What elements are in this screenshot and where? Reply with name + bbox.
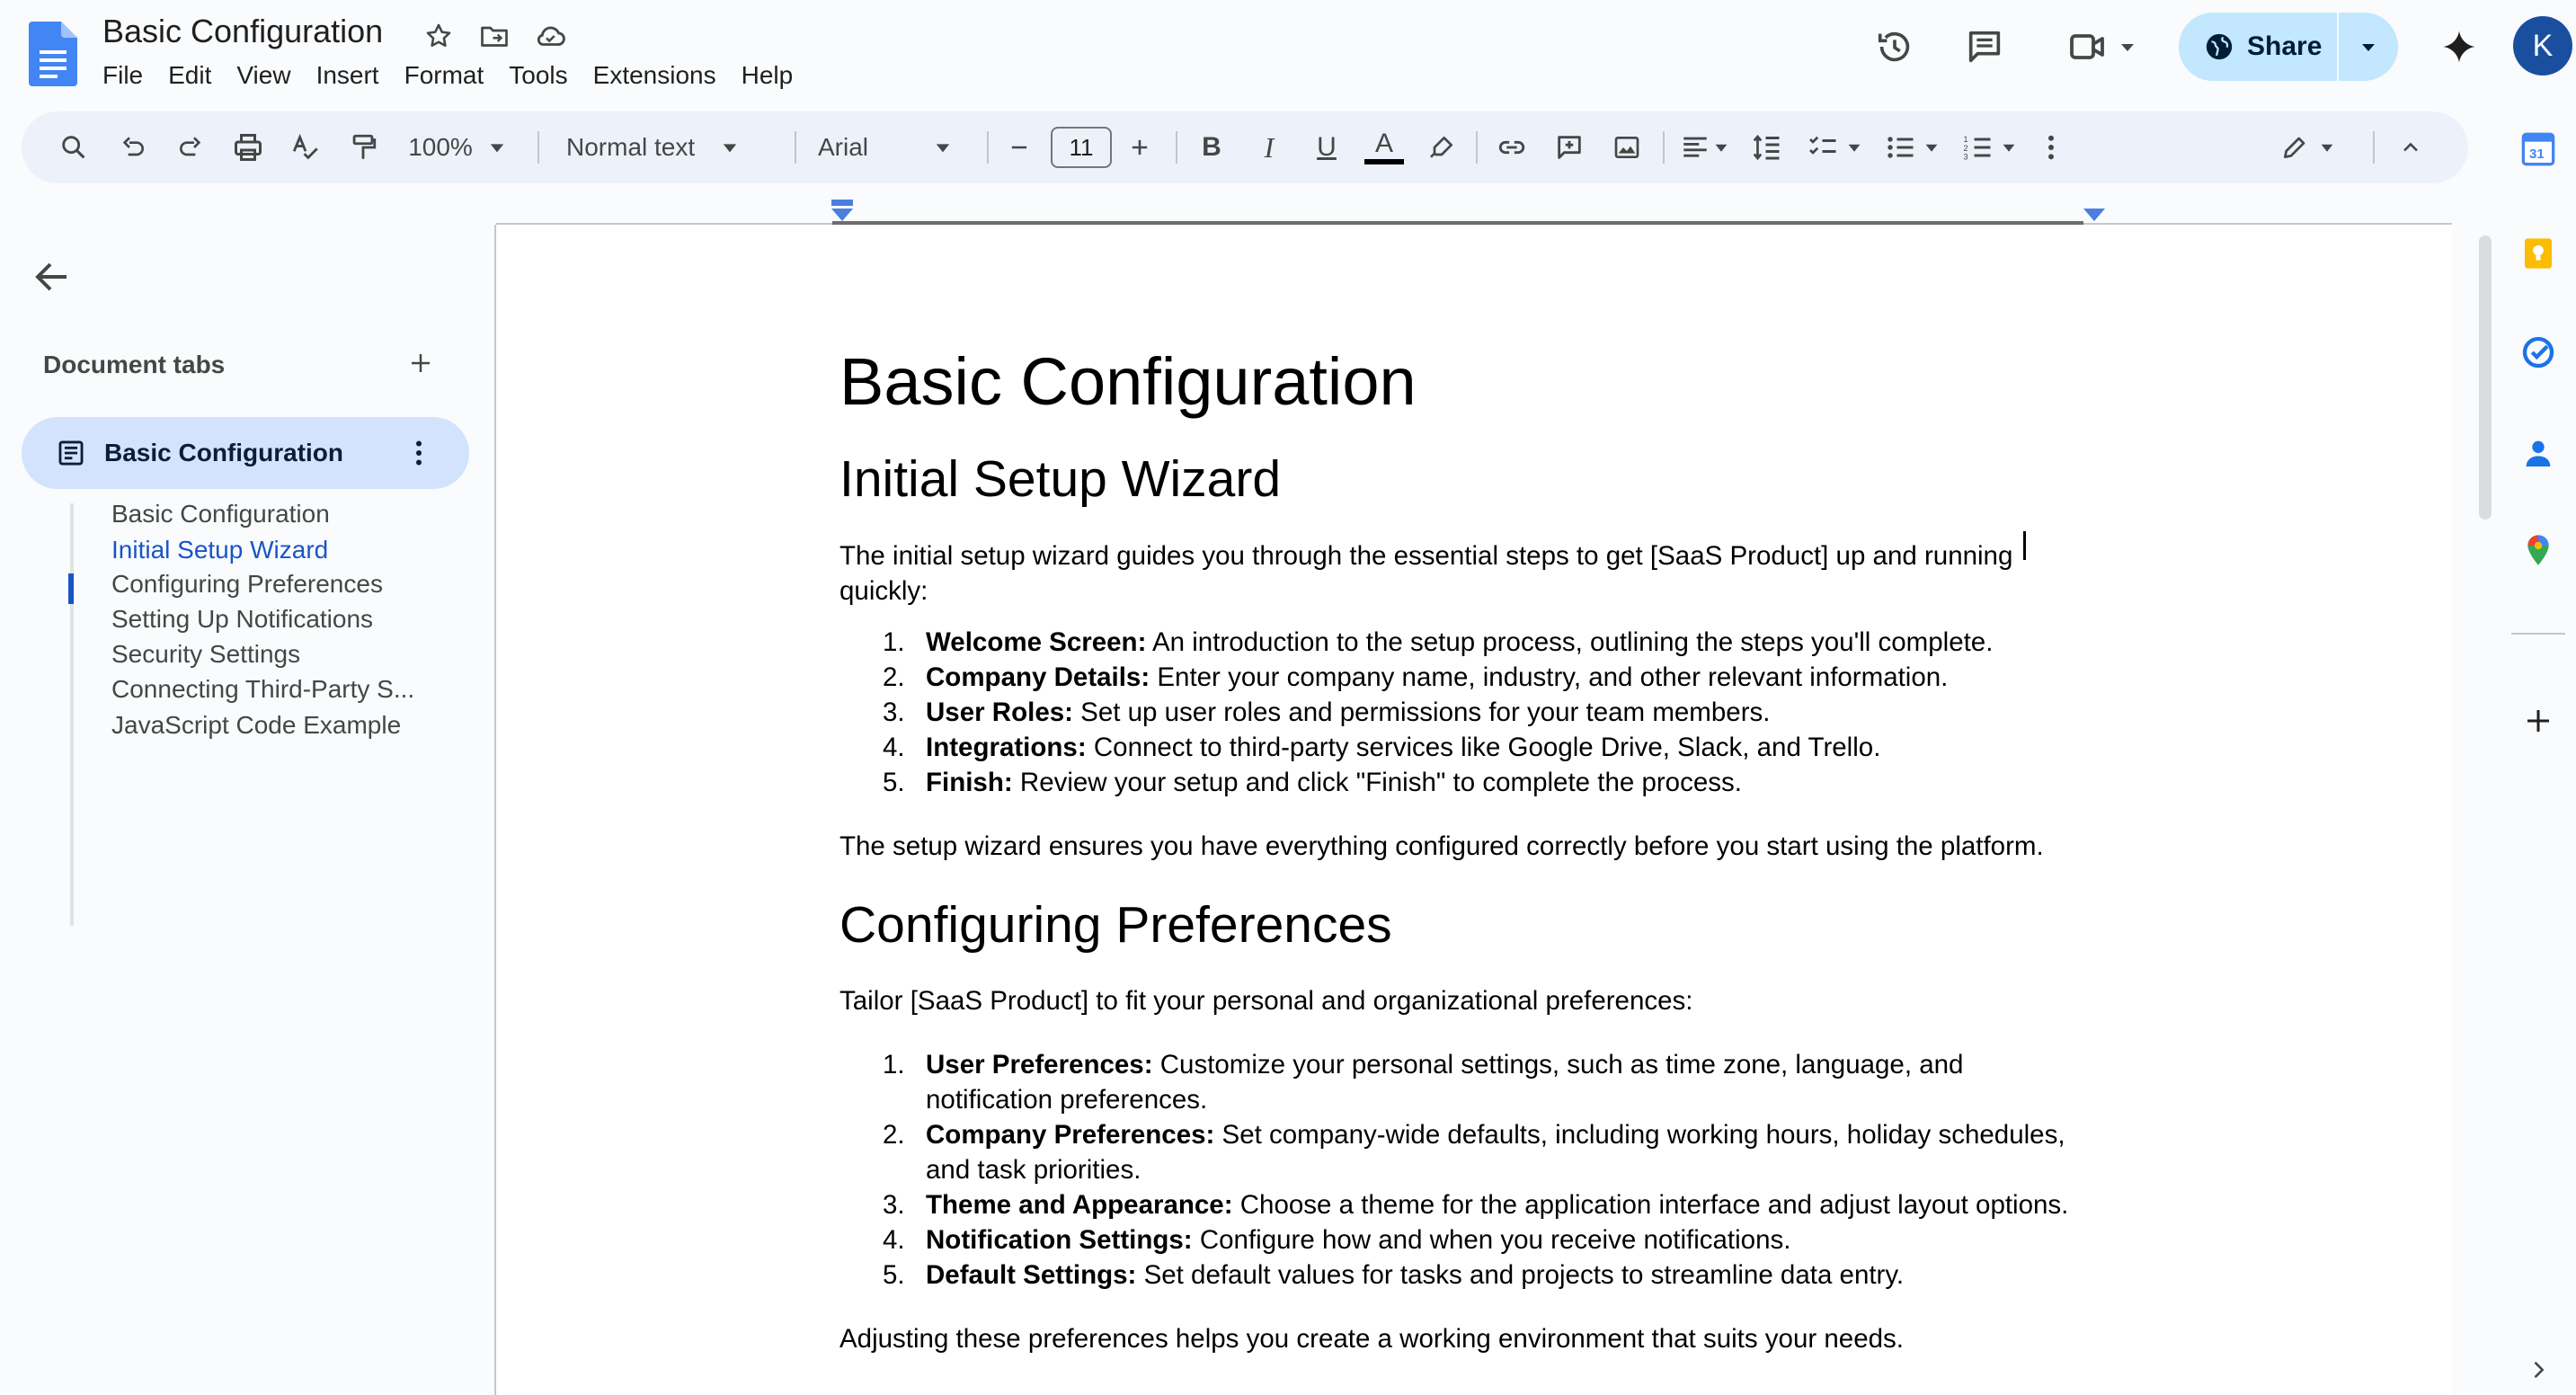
heading-configuring-preferences: Configuring Preferences xyxy=(839,895,1392,954)
style-select[interactable] xyxy=(557,122,782,173)
underline-icon[interactable]: U xyxy=(1317,132,1337,162)
side-panel xyxy=(2499,108,2576,1395)
outline-item-active[interactable]: Initial Setup Wizard xyxy=(111,536,329,564)
add-comment-icon[interactable] xyxy=(1544,122,1594,173)
editing-mode-select[interactable] xyxy=(2267,122,2348,173)
preferences-list xyxy=(839,1047,2098,1293)
get-add-ons-icon[interactable] xyxy=(2518,701,2558,741)
bulleted-list-icon xyxy=(1885,131,1917,164)
paint-format-icon[interactable] xyxy=(338,122,388,173)
move-to-folder-icon[interactable] xyxy=(476,18,512,54)
contacts-icon[interactable] xyxy=(2518,433,2558,473)
outline-item[interactable]: Setting Up Notifications xyxy=(111,605,374,633)
list-item: 1. Welcome Screen: An introduction to the setup process, outlining the steps you'll complete. xyxy=(883,626,1994,657)
tab-label: Basic Configuration xyxy=(104,439,344,466)
meet-button[interactable] xyxy=(2055,18,2148,76)
chevron-down-icon xyxy=(489,139,505,155)
pencil-icon xyxy=(2280,133,2309,162)
chevron-down-icon xyxy=(2119,38,2136,56)
plus-icon xyxy=(407,350,434,377)
text-cursor xyxy=(2023,531,2026,560)
list-item: 4. Notification Settings: Configure how and when you receive notifications. xyxy=(883,1225,1791,1256)
share-label: Share xyxy=(2247,31,2323,61)
list-item: 2. Company Preferences: Set company-wide defaults, including working hours, holiday schedules, and task priorities. xyxy=(883,1120,2065,1186)
numbered-list-select[interactable] xyxy=(1954,122,2024,173)
bulleted-list-select[interactable] xyxy=(1877,122,1947,173)
bold-icon[interactable]: B xyxy=(1202,132,1221,162)
chevron-down-icon xyxy=(1924,140,1939,155)
outline-track xyxy=(70,503,74,926)
align-left-icon xyxy=(1680,132,1710,163)
menu-bar xyxy=(90,58,805,93)
document-title[interactable]: Basic Configuration xyxy=(102,13,384,49)
menu-help[interactable]: Help xyxy=(741,61,794,89)
chevron-down-icon xyxy=(2002,140,2016,155)
insert-image-icon[interactable] xyxy=(1602,122,1652,173)
calendar-icon[interactable] xyxy=(2518,129,2558,169)
text-color-icon[interactable]: A xyxy=(1357,122,1411,173)
setup-steps-list xyxy=(839,625,2098,800)
font-select[interactable] xyxy=(809,122,974,173)
spellcheck-icon[interactable] xyxy=(280,122,331,173)
version-history-icon[interactable] xyxy=(1866,18,1923,76)
line-spacing-icon[interactable] xyxy=(1742,122,1792,173)
paragraph: Adjusting these preferences helps you create a working environment that suits your needs. xyxy=(839,1324,1904,1355)
print-icon[interactable] xyxy=(223,122,273,173)
menu-extensions[interactable]: Extensions xyxy=(592,61,716,89)
scrollbar-thumb[interactable] xyxy=(2479,235,2492,520)
chevron-down-icon xyxy=(1847,140,1861,155)
add-tab-button[interactable] xyxy=(399,342,442,385)
list-item: 4. Integrations: Connect to third-party services like Google Drive, Slack, and Trello. xyxy=(883,732,1881,762)
svg-text:31: 31 xyxy=(2529,147,2545,162)
outline-item[interactable]: Connecting Third-Party S... xyxy=(111,675,415,703)
numbered-list-icon xyxy=(1962,131,1994,164)
font-value: Arial xyxy=(818,133,869,161)
hide-menus-icon[interactable] xyxy=(2385,122,2436,173)
chevron-down-icon xyxy=(2359,38,2377,56)
chevron-down-icon xyxy=(935,139,951,155)
document-page[interactable] xyxy=(839,345,2098,1356)
avatar[interactable]: K xyxy=(2513,16,2572,76)
tab-options-icon[interactable] xyxy=(403,437,435,469)
share-button-group xyxy=(2179,13,2398,81)
chevron-down-icon xyxy=(722,139,738,155)
more-options-icon[interactable] xyxy=(2033,122,2069,173)
highlight-color-icon[interactable] xyxy=(1417,122,1467,173)
menu-insert[interactable]: Insert xyxy=(315,61,379,89)
chevron-right-icon[interactable] xyxy=(2518,1350,2558,1390)
globe-icon xyxy=(2204,31,2234,62)
formatting-toolbar xyxy=(22,111,2468,183)
tab-basic-configuration[interactable] xyxy=(22,417,469,489)
maps-icon[interactable] xyxy=(2518,530,2558,570)
docs-logo-icon[interactable] xyxy=(29,22,77,86)
video-camera-icon xyxy=(2066,25,2110,68)
outline-item[interactable]: Configuring Preferences xyxy=(111,570,383,598)
outline-item[interactable]: Security Settings xyxy=(111,640,301,668)
gemini-sparkle-icon[interactable] xyxy=(2430,18,2488,76)
chevron-down-icon xyxy=(1714,140,1728,155)
zoom-select[interactable] xyxy=(399,122,514,173)
heading-initial-setup-wizard: Initial Setup Wizard xyxy=(839,450,1282,509)
menu-tools[interactable]: Tools xyxy=(509,61,568,89)
outline-current-marker xyxy=(68,573,74,604)
paragraph: The setup wizard ensures you have everything configured correctly before you start using the platform. xyxy=(839,831,2044,861)
list-item: 5. Finish: Review your setup and click "Finish" to complete the process. xyxy=(883,767,1742,797)
document-heading-title: Basic Configuration xyxy=(839,344,1417,419)
tasks-icon[interactable] xyxy=(2518,333,2558,372)
align-select[interactable] xyxy=(1672,122,1737,173)
side-panel-divider xyxy=(2511,633,2565,635)
outline-item[interactable]: JavaScript Code Example xyxy=(111,711,402,739)
svg-text:3: 3 xyxy=(1963,152,1968,162)
star-icon[interactable] xyxy=(421,18,457,54)
font-size-value: 11 xyxy=(1051,127,1112,168)
search-menus-icon[interactable] xyxy=(49,122,99,173)
italic-icon[interactable]: I xyxy=(1264,130,1275,164)
right-indent-marker[interactable] xyxy=(2082,207,2107,223)
list-item: 1. User Preferences: Customize your personal settings, such as time zone, language, and notification preferences. xyxy=(883,1050,1964,1115)
keep-icon[interactable] xyxy=(2518,234,2558,273)
left-indent-marker[interactable] xyxy=(829,200,856,223)
menu-view[interactable]: View xyxy=(236,61,291,89)
document-tabs-pane xyxy=(0,225,496,1395)
checklist-icon xyxy=(1808,131,1840,164)
paragraph: Tailor [SaaS Product] to fit your personal and organizational preferences: xyxy=(839,986,1693,1017)
paragraph xyxy=(839,538,2026,609)
increase-font-size-icon[interactable] xyxy=(1115,122,1165,173)
menu-format[interactable]: Format xyxy=(404,61,484,89)
back-arrow-icon[interactable] xyxy=(31,255,74,298)
list-item: 2. Company Details: Enter your company name, industry, and other relevant information. xyxy=(883,662,1949,692)
app-header xyxy=(0,0,2576,108)
list-item: 3. Theme and Appearance: Choose a theme for the application interface and adjust layout options. xyxy=(883,1190,2069,1221)
font-size-input[interactable] xyxy=(1050,122,1113,173)
menu-edit[interactable]: Edit xyxy=(168,61,212,89)
list-item: 3. User Roles: Set up user roles and permissions for your team members. xyxy=(883,697,1771,727)
outline-item[interactable]: Basic Configuration xyxy=(111,500,330,528)
list-item: 5. Default Settings: Set default values for tasks and projects to streamline data entry. xyxy=(883,1260,1905,1291)
intro-text: The initial setup wizard guides you through the essential steps to get [SaaS Product] up and running quickly: xyxy=(839,540,2013,606)
zoom-value: 100% xyxy=(408,133,473,161)
comments-icon[interactable] xyxy=(1956,18,2013,76)
cloud-saved-icon[interactable] xyxy=(532,18,568,54)
svg-text:2: 2 xyxy=(1963,143,1968,153)
document-tab-icon xyxy=(56,438,86,468)
svg-text:1: 1 xyxy=(1963,135,1968,144)
checklist-select[interactable] xyxy=(1799,122,1870,173)
style-value: Normal text xyxy=(566,133,696,161)
menu-file[interactable]: File xyxy=(102,61,144,89)
insert-link-icon[interactable] xyxy=(1487,122,1537,173)
chevron-down-icon xyxy=(2320,140,2334,155)
share-button[interactable] xyxy=(2179,13,2337,81)
redo-icon[interactable] xyxy=(165,122,216,173)
decrease-font-size-icon[interactable] xyxy=(994,122,1044,173)
undo-icon[interactable] xyxy=(108,122,158,173)
document-canvas[interactable] xyxy=(498,225,2452,1395)
document-tabs-heading: Document tabs xyxy=(43,351,226,378)
share-dropdown[interactable] xyxy=(2339,13,2398,81)
